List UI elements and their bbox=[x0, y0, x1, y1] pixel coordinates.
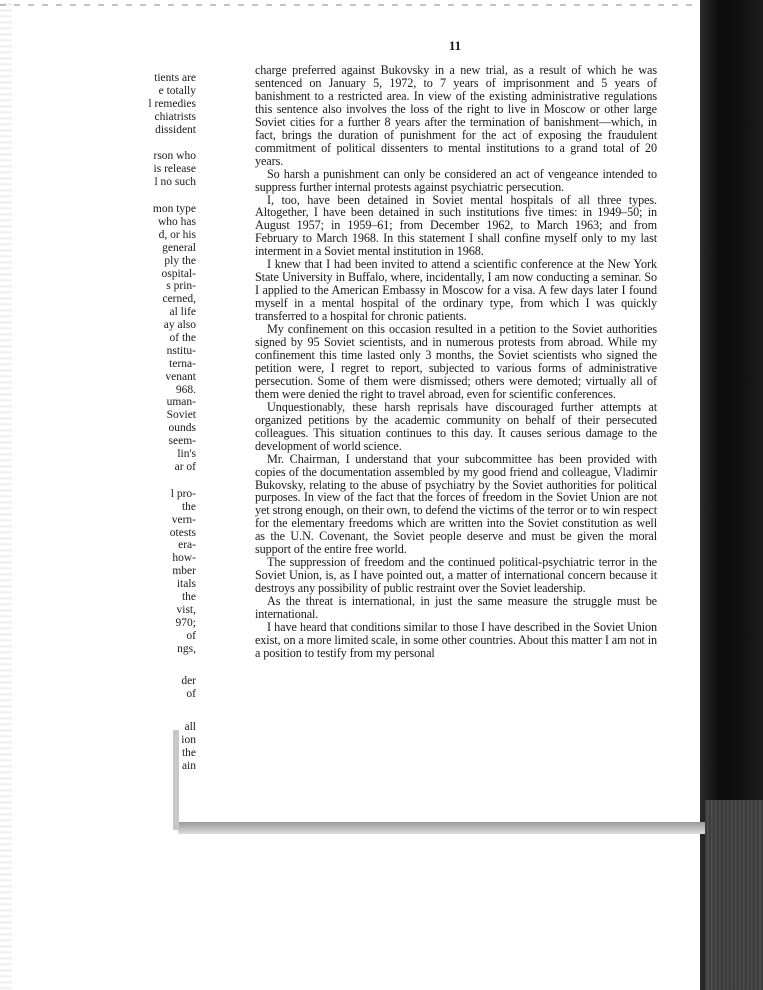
fragment-line: vist, bbox=[176, 603, 196, 616]
fragment-line: terna- bbox=[169, 357, 196, 370]
fragment-line: who has bbox=[157, 216, 196, 229]
fragment-gap bbox=[140, 701, 196, 721]
previous-page-fragment bbox=[140, 72, 196, 773]
paragraph: I, too, have been detained in Soviet mental hospitals of all three types. Altogether, I have been detained in such institutions five times: in 1949–50; in August 1957; in 1959–61; from December 1962, to March 1963; and from February to March 1968. In this statement I shall confine myself only to my last interment in a Soviet mental institution in 1968. bbox=[255, 192, 657, 259]
fragment-gap bbox=[140, 474, 196, 488]
fragment-line: ounds bbox=[168, 422, 196, 435]
fragment-line: l no such bbox=[154, 176, 196, 189]
fragment-line: mon type bbox=[152, 203, 196, 216]
fragment-line: Soviet bbox=[166, 409, 196, 422]
fragment-line: of the bbox=[169, 332, 196, 345]
fragment-line: itals bbox=[176, 578, 196, 591]
paragraph: Mr. Chairman, I understand that your subcommittee has been provided with copies of the documentation assembled by my good friend and colleague, Vladimir Bukovsky, relating to the abuse of psychiatry by the Soviet authorities for political purposes. In view of the fact that the forces of freedom in the Soviet Union are not yet strong enough, on their own, to defend the victims of the terror or to win respect for the elementary freedoms which are written into the Soviet constitution as well as the U.N. Covenant, the Soviet people deserve and must be given the moral support of the entire free world. bbox=[255, 451, 657, 557]
fragment-line: how- bbox=[172, 552, 196, 565]
fragment-line: ospital- bbox=[161, 267, 196, 280]
fragment-line: al life bbox=[169, 306, 196, 319]
fragment-line: general bbox=[162, 241, 196, 254]
paragraph: charge preferred against Bukovsky in a new trial, as a result of which he was sentenced on January 5, 1972, to 7 years of imprisonment and 5 years of banishment to a restricted area. In view of the existing administrative regulations this sentence also involves the loss of the right to live in Moscow or other large Soviet cities for a further 8 years after the termination of banishment—which, in fact, brings the duration of punishment for the act of exposing the fraudulent commitment of political dissenters to mental institutions to a grand total of 20 years. bbox=[255, 63, 657, 168]
fragment-line: nstitu- bbox=[166, 344, 196, 357]
fragment-line: s prin- bbox=[166, 280, 196, 293]
fragment-line: is release bbox=[153, 163, 196, 176]
fragment-line: venant bbox=[165, 370, 196, 383]
fragment-line: lin's bbox=[177, 448, 196, 461]
fragment-gap bbox=[140, 189, 196, 203]
paragraph: My confinement on this occasion resulted in a petition to the Soviet authorities signed by 95 Soviet scientists, and in numerous protests from abroad. While my confinement this time lasted only 3 months, the Soviet scientists who signed the petition were, I regret to report, subjected to various forms of administrative persecution. Some of them were dismissed; others were demoted; virtually all of them were denied the right to travel abroad, even for scientific conferences. bbox=[255, 322, 657, 401]
fragment-line: d, or his bbox=[158, 228, 196, 241]
fragment-lines bbox=[140, 72, 196, 773]
fragment-line: mber bbox=[172, 565, 196, 578]
fragment-line: the bbox=[181, 746, 196, 759]
page-number: 11 bbox=[448, 38, 462, 53]
fragment-line: der bbox=[181, 675, 196, 688]
fragment-line: ply the bbox=[164, 254, 196, 267]
fragment-line: uman- bbox=[166, 396, 196, 409]
page-bottom-shadow bbox=[178, 822, 705, 834]
fragment-line: of bbox=[186, 688, 196, 701]
fragment-gap bbox=[140, 136, 196, 150]
scan-right-noise bbox=[705, 800, 763, 990]
body-text bbox=[255, 64, 657, 660]
fragment-line: the bbox=[181, 500, 196, 513]
fragment-line: ion bbox=[181, 734, 196, 747]
fragment-line: dissident bbox=[155, 123, 196, 136]
fragment-line: seem- bbox=[168, 435, 196, 448]
fragment-line: all bbox=[184, 721, 196, 734]
fragment-line: l remedies bbox=[148, 97, 196, 110]
paragraph: As the threat is international, in just the same measure the struggle must be international. bbox=[255, 594, 657, 622]
fragment-line: ngs, bbox=[177, 642, 196, 655]
fragment-line: the bbox=[181, 590, 196, 603]
fragment-line: l pro- bbox=[170, 487, 196, 500]
scan-left-edge bbox=[0, 0, 12, 990]
fragment-line: cerned, bbox=[162, 293, 196, 306]
fragment-line: of bbox=[186, 629, 196, 642]
fragment-line: ar of bbox=[174, 460, 196, 473]
fragment-line: era- bbox=[178, 539, 196, 552]
fragment-line: 970; bbox=[175, 616, 196, 629]
paragraph: The suppression of freedom and the continued political-psychiatric terror in the Soviet Union, is, as I have pointed out, a matter of international concern because it destroys any possibility of public restraint over the Soviet leadership. bbox=[255, 555, 657, 596]
paragraph: So harsh a punishment can only be considered an act of vengeance intended to suppress further internal protests against psychiatric persecution. bbox=[255, 166, 657, 194]
fragment-line: otests bbox=[169, 526, 196, 539]
fragment-line: e totally bbox=[158, 84, 196, 97]
fragment-line: ain bbox=[181, 759, 196, 772]
fragment-line: ay also bbox=[163, 319, 196, 332]
fragment-line: chiatrists bbox=[154, 110, 196, 123]
paragraph: I knew that I had been invited to attend a scientific conference at the New York State University in Buffalo, where, incidentally, I am now conducting a seminar. So I applied to the American Embassy in Moscow for a visa. A few days later I found myself in a mental hospital of the ordinary type, from which I was quickly transferred to a hospital for chronic patients. bbox=[255, 257, 657, 324]
scan-top-edge bbox=[0, 4, 700, 6]
fragment-line: 968. bbox=[175, 383, 196, 396]
fragment-line: tients are bbox=[154, 72, 196, 84]
fragment-gap bbox=[140, 655, 196, 675]
paragraph: Unquestionably, these harsh reprisals have discouraged further attempts at organized petitions by the academic community on behalf of their persecuted colleagues. This situation continues to this day. It causes serious damage to the development of world science. bbox=[255, 399, 657, 453]
fragment-line: vern- bbox=[171, 513, 196, 526]
paragraph: I have heard that conditions similar to those I have described in the Soviet Union exist, on a more limited scale, in some other countries. About this matter I am not in a position to testify from my personal bbox=[255, 619, 657, 660]
fragment-line: rson who bbox=[153, 150, 196, 163]
